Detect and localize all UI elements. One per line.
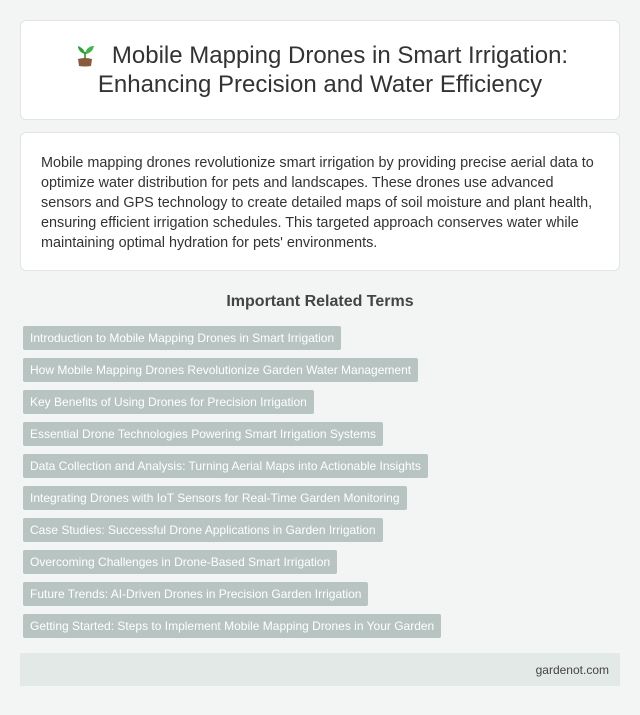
related-term-link[interactable]: How Mobile Mapping Drones Revolutionize Garden Water Management: [23, 358, 418, 382]
related-term-link[interactable]: Getting Started: Steps to Implement Mobile Mapping Drones in Your Garden: [23, 614, 441, 638]
seedling-icon: [72, 41, 98, 67]
header-card: [20, 20, 620, 120]
page-title: [51, 41, 589, 99]
related-term-link[interactable]: Future Trends: AI-Driven Drones in Precision Garden Irrigation: [23, 582, 368, 606]
related-term-link[interactable]: Case Studies: Successful Drone Applications in Garden Irrigation: [23, 518, 383, 542]
footer-site-name: gardenot.com: [535, 662, 609, 677]
related-term-link[interactable]: Overcoming Challenges in Drone-Based Smart Irrigation: [23, 550, 337, 574]
intro-paragraph: Mobile mapping drones revolutionize smart irrigation by providing precise aerial data to optimize water distribution for pets and landscapes. These drones use advanced sensors and GPS technology to create detailed maps of soil moisture and plant health, ensuring efficient irrigation schedules. This targeted approach conserves water while maintaining optimal hydration for pets' environments.: [41, 155, 594, 251]
related-terms-list: [20, 326, 620, 638]
related-term-link[interactable]: Data Collection and Analysis: Turning Aerial Maps into Actionable Insights: [23, 454, 428, 478]
footer: [20, 653, 620, 686]
related-term-link[interactable]: Integrating Drones with IoT Sensors for Real-Time Garden Monitoring: [23, 486, 407, 510]
related-term-link[interactable]: Essential Drone Technologies Powering Smart Irrigation Systems: [23, 422, 383, 446]
page-title-text: Mobile Mapping Drones in Smart Irrigation: Enhancing Precision and Water Efficiency: [97, 42, 569, 98]
related-term-link[interactable]: Introduction to Mobile Mapping Drones in Smart Irrigation: [23, 326, 341, 350]
related-terms-heading: Important Related Terms: [226, 293, 414, 310]
related-term-link[interactable]: Key Benefits of Using Drones for Precision Irrigation: [23, 390, 314, 414]
intro-card: [20, 132, 620, 271]
